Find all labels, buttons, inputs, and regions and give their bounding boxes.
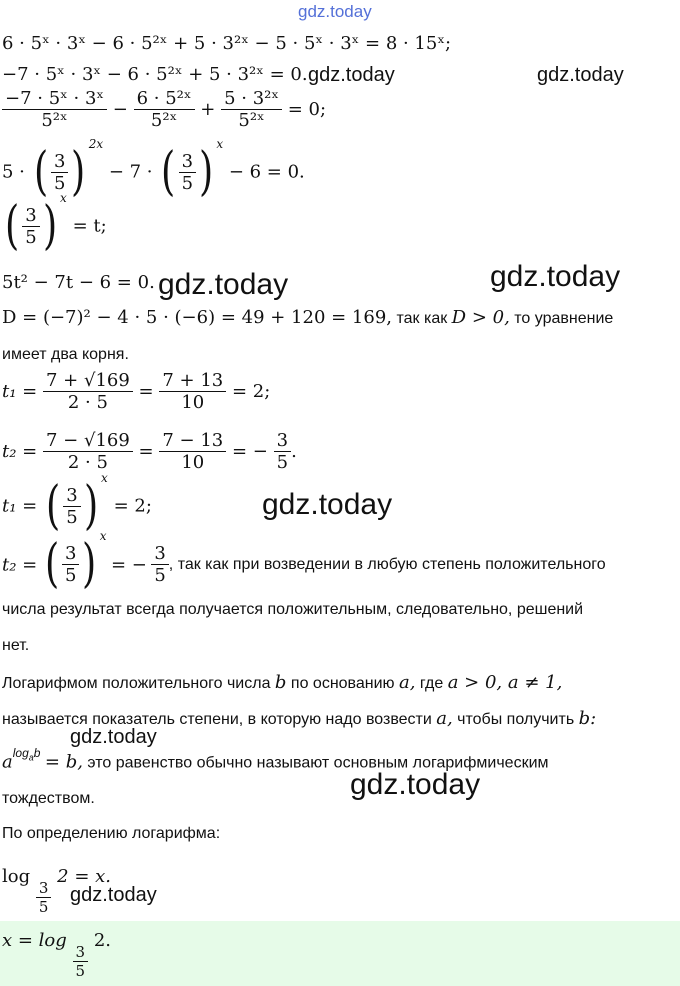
text-line: По определению логарифма:	[2, 825, 221, 842]
fraction-numerator: 3	[274, 430, 291, 452]
watermark: gdz.today	[70, 884, 157, 906]
fraction-denominator: 5	[181, 172, 194, 194]
coefficient: − 7 ·	[108, 161, 153, 183]
answer-equation	[2, 930, 111, 980]
fraction-numerator: 3	[73, 943, 89, 962]
coefficient: 5 ·	[2, 161, 25, 183]
exponent: log	[12, 746, 29, 760]
fraction-numerator: 3	[63, 485, 80, 507]
equation-line-5: ( $\frac{3}{5}$ ) $^x$ = t;	[5, 191, 107, 256]
fraction-numerator: 3	[179, 151, 196, 173]
fraction-numerator: 3	[151, 543, 168, 565]
fraction-denominator: 5	[38, 898, 49, 916]
log-operator: log	[2, 866, 31, 887]
equation-tail: 2 = x.	[57, 866, 111, 887]
variable: b:	[578, 708, 597, 729]
operator: = −	[111, 554, 147, 576]
equation-tail: = 0;	[287, 99, 327, 120]
condition: a > 0, a ≠ 1,	[447, 672, 563, 693]
watermark: gdz.today	[70, 726, 157, 748]
text: , так как при возведении в любую степень положительного	[168, 555, 606, 573]
fraction-numerator: 7 + 13	[159, 370, 226, 392]
text-line: числа результат всегда получается положительным, следовательно, решений	[2, 601, 584, 618]
variable: t₁ =	[2, 381, 38, 402]
watermark: gdz.today	[308, 64, 395, 86]
watermark: gdz.today	[158, 268, 289, 301]
fraction-denominator: 5	[154, 565, 166, 587]
answer-tail: 2.	[93, 930, 111, 951]
text: чтобы получить	[457, 711, 575, 728]
fraction-denominator: 5²ˣ	[238, 110, 265, 131]
root-t2-check: t₂ = ( $\frac{3}{5}$ ) $^x$ = − $\frac{3}{5}$ , так как при возведении в любую степень положительного	[2, 529, 606, 594]
text-line: тождеством.	[2, 790, 95, 807]
fraction-denominator: 5	[75, 962, 86, 980]
variable: b	[274, 672, 287, 693]
fraction-denominator: 5	[66, 506, 78, 528]
text: так как	[396, 310, 448, 327]
log-identity-line	[2, 746, 549, 773]
text: по основанию	[290, 675, 395, 692]
answer-lhs: x = log	[2, 930, 67, 951]
text: Логарифмом положительного числа	[2, 675, 271, 692]
result: = 2;	[232, 381, 271, 402]
variable: a,	[436, 708, 453, 729]
exponent: b	[33, 746, 41, 760]
root-t1-check: t₁ = ( $\frac{3}{5}$ ) $^x$ = 2;	[2, 471, 152, 536]
root-t1	[2, 370, 270, 413]
fraction-numerator: 3	[51, 151, 68, 173]
equation-line-6: 5t² − 7t − 6 = 0.	[2, 272, 155, 293]
equation-tail: − 6 = 0.	[228, 161, 305, 183]
equation-tail: = b,	[44, 751, 83, 773]
exponent: x	[60, 191, 67, 205]
text: это равенство обычно называют основным логарифмическим	[87, 754, 549, 772]
fraction-denominator: 10	[181, 452, 205, 473]
watermark: gdz.today	[537, 64, 624, 86]
variable: t₁ =	[2, 495, 38, 517]
fraction-numerator: 7 − 13	[159, 430, 226, 452]
equation-line-3: $\frac{\text{−7 · 5ˣ · 3ˣ}}{\text{5²ˣ}}$ − $\frac{\text{6 · 5²ˣ}}{\text{5²ˣ}}$ + $\frac{\text{5 · 3²ˣ}}{\text{5²ˣ}}$ = 0;	[2, 88, 326, 131]
equation-line-4: 5 · ( $\frac{3}{5}$ ) $^{2x}$ − 7 · ( $\frac{3}{5}$ ) $^x$ − 6 = 0.	[2, 137, 305, 202]
discriminant-line	[2, 307, 613, 328]
fraction-numerator: 6 · 5²ˣ	[134, 88, 195, 110]
fraction-denominator: 5²ˣ	[150, 110, 178, 131]
equation-line-2: −7 · 5ˣ · 3ˣ − 6 · 5²ˣ + 5 · 3²ˣ = 0.	[2, 64, 308, 85]
operator: =	[138, 381, 154, 402]
watermark: gdz.today	[350, 768, 481, 801]
text: где	[419, 675, 444, 692]
fraction-denominator: 5	[276, 452, 289, 473]
text: называется показатель степени, в которую надо возвести	[2, 711, 432, 728]
variable: t₂ =	[2, 441, 38, 462]
operator: =	[138, 441, 154, 462]
operator: −	[112, 99, 128, 120]
watermark: gdz.today	[262, 488, 393, 521]
root-t2: t₂ = $\frac{7 - √169}{2 \cdot 5}$ = $\frac{7 - 13}{10}$ = − $\frac{3}{5}$ .	[2, 430, 297, 473]
base: a	[2, 751, 13, 773]
fraction-denominator: 2 · 5	[67, 392, 108, 413]
exponent: x	[216, 137, 224, 151]
fraction-denominator: 5	[65, 564, 77, 586]
text: то уравнение	[514, 310, 614, 327]
fraction-denominator: 10	[181, 392, 205, 413]
exponent: x	[99, 529, 107, 543]
fraction-denominator: 5	[53, 172, 66, 194]
equation-tail: = t;	[72, 215, 107, 237]
log-definition-line-2	[2, 708, 596, 729]
fraction-numerator: 3	[36, 879, 52, 898]
log-equation	[2, 866, 111, 916]
equation-line-1: 6 · 5ˣ · 3ˣ − 6 · 5²ˣ + 5 · 3²ˣ − 5 · 5ˣ · 3ˣ = 8 · 15ˣ;	[2, 33, 452, 54]
discriminant: D = (−7)² − 4 · 5 · (−6) = 49 + 120 = 169,	[2, 307, 393, 328]
fraction-denominator: 5²ˣ	[41, 110, 68, 131]
fraction-denominator: 5	[25, 226, 37, 248]
fraction-numerator: 3	[62, 543, 79, 565]
result: = 2;	[113, 495, 152, 517]
variable: t₂ =	[2, 554, 38, 576]
fraction-numerator: 3	[22, 205, 39, 227]
text-line: нет.	[2, 637, 30, 654]
log-definition-line-1	[2, 672, 562, 693]
fraction-numerator: 7 − √169	[43, 430, 133, 452]
subscript: a	[28, 752, 34, 763]
fraction-numerator: −7 · 5ˣ · 3ˣ	[2, 88, 107, 110]
watermark-header: gdz.today	[298, 2, 372, 21]
text-line: имеет два корня.	[2, 346, 129, 363]
exponent: x	[101, 471, 108, 485]
exponent: 2x	[88, 137, 104, 151]
variable: a,	[399, 672, 416, 693]
fraction-numerator: 5 · 3²ˣ	[221, 88, 282, 110]
fraction-numerator: 7 + √169	[43, 370, 133, 392]
fraction-denominator: 2 · 5	[67, 452, 108, 473]
watermark: gdz.today	[490, 260, 621, 293]
condition: D > 0,	[451, 307, 510, 328]
